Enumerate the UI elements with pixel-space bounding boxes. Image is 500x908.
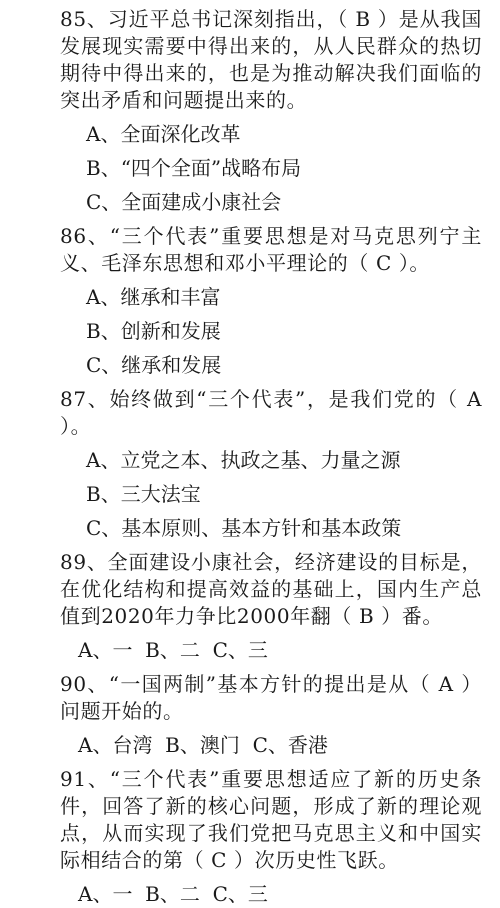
question-stem: 90、“一国两制”基本方针的提出是从（ A ）问题开始的。 bbox=[60, 672, 482, 723]
option-c: C、继承和发展 bbox=[86, 353, 222, 377]
question-stem: 85、习近平总书记深刻指出，（ B ）是从我国发展现实需要中得出来的，从人民群众的热切期待中得出来的，也是为推动解决我们面临的突出矛盾和问题提出来的。 bbox=[60, 7, 482, 112]
option-b: B、三大法宝 bbox=[86, 482, 201, 506]
options-line: A、台湾 B、澳门 C、香港 bbox=[78, 733, 328, 757]
question-stem: 86、“三个代表”重要思想是对马克思列宁主义、毛泽东思想和邓小平理论的（ C ）。 bbox=[60, 224, 482, 275]
question-87 bbox=[60, 386, 482, 542]
question-stem: 87、始终做到“三个代表”，是我们党的（ A ）。 bbox=[60, 387, 482, 438]
question-90 bbox=[60, 671, 482, 759]
option-a: A、立党之本、执政之基、力量之源 bbox=[86, 448, 401, 472]
options-line: A、一 B、二 C、三 bbox=[78, 638, 268, 662]
option-b: B、创新和发展 bbox=[86, 319, 221, 343]
option-c: C、全面建成小康社会 bbox=[86, 190, 282, 214]
option-c: C、基本原则、基本方针和基本政策 bbox=[86, 516, 402, 540]
question-91 bbox=[60, 766, 482, 908]
question-89 bbox=[60, 549, 482, 664]
question-86 bbox=[60, 223, 482, 379]
question-stem: 89、全面建设小康社会，经济建设的目标是，在优化结构和提高效益的基础上，国内生产总值到2020年力争比2000年翻（ B ）番。 bbox=[60, 550, 482, 628]
option-a: A、继承和丰富 bbox=[86, 285, 221, 309]
question-stem: 91、“三个代表”重要思想适应了新的历史条件，回答了新的核心问题，形成了新的理论观点，从而实现了我们党把马克思主义和中国实际相结合的第（ C ）次历史性飞跃。 bbox=[60, 767, 482, 872]
option-a: A、全面深化改革 bbox=[86, 122, 241, 146]
options-line: A、一 B、二 C、三 bbox=[78, 882, 268, 906]
option-b: B、“四个全面”战略布局 bbox=[86, 156, 302, 180]
question-85 bbox=[60, 6, 482, 216]
